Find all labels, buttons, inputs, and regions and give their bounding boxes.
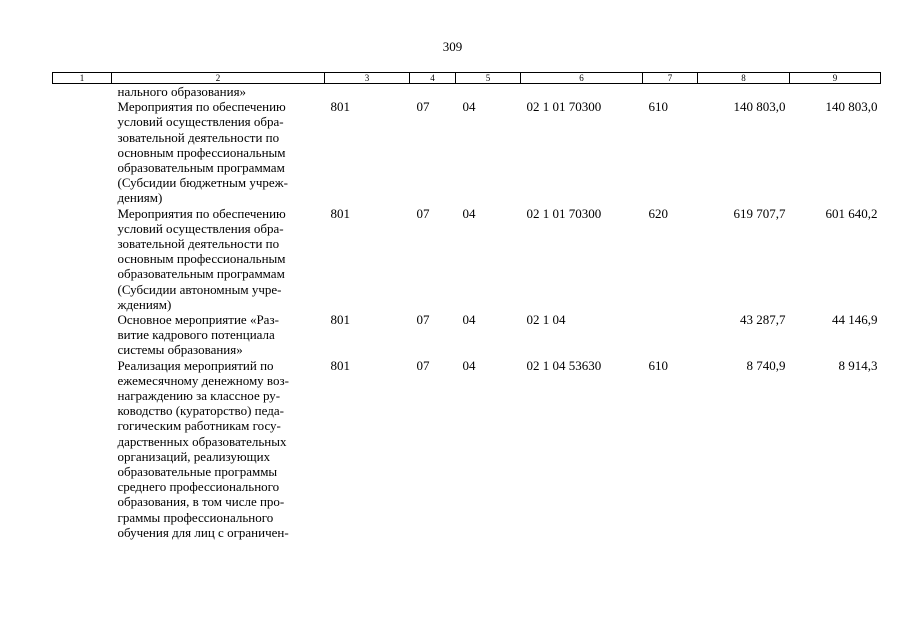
ved-code-cell: 801	[330, 99, 350, 115]
subsection-code-cell: 04	[462, 99, 476, 115]
expense-type-cell: 620	[648, 205, 668, 221]
item-name-line: гогическим работникам госу-	[117, 418, 281, 434]
item-name-line: награждению за классное ру-	[117, 388, 281, 404]
item-name-line: Основное мероприятие «Раз-	[117, 312, 279, 328]
amount-cell-2: 44 146,9	[832, 312, 878, 328]
subsection-code-cell: 04	[462, 357, 476, 373]
target-article-cell: 02 1 01 70300	[526, 99, 602, 115]
amount-cell-1: 8 740,9	[746, 357, 786, 373]
item-name-line: (Субсидии бюджетным учреж-	[117, 175, 288, 191]
expense-type-cell	[643, 84, 698, 100]
table-row	[53, 84, 881, 100]
table-row	[53, 99, 881, 205]
amount-cell-2: 8 914,3	[838, 357, 878, 373]
item-name-line: образовательным программам	[117, 160, 285, 176]
column-number-row	[53, 73, 881, 84]
column-header-5: 5	[456, 73, 521, 84]
target-article-cell: 02 1 04 53630	[526, 357, 602, 373]
budget-table	[52, 72, 881, 540]
table-row	[53, 206, 881, 312]
item-name-line: (Субсидии автономным учре-	[117, 281, 282, 297]
row-number-cell	[53, 358, 112, 540]
item-name-line: системы образования»	[117, 342, 243, 358]
amount-cell-1: 619 707,7	[733, 205, 786, 221]
item-name-line: обучения для лиц с ограничен-	[117, 524, 289, 540]
item-name-line: зовательной деятельности по	[117, 129, 280, 145]
target-article-cell: 02 1 04	[526, 312, 566, 328]
item-name-line: условий осуществления обра-	[117, 114, 284, 130]
item-name-line: Реализация мероприятий по	[117, 357, 274, 373]
section-code-cell	[410, 84, 456, 100]
item-name-line: образования, в том числе про-	[117, 494, 285, 510]
target-article-cell: 02 1 01 70300	[526, 205, 602, 221]
row-number-cell	[53, 99, 112, 205]
row-number-cell	[53, 312, 112, 358]
table-row	[53, 358, 881, 540]
section-code-cell: 07	[416, 312, 430, 328]
item-name-cell	[112, 206, 325, 312]
item-name-line: дарственных образовательных	[117, 433, 287, 449]
row-number-cell	[53, 84, 112, 100]
amount-cell-2: 601 640,2	[825, 205, 878, 221]
table-row	[53, 312, 881, 358]
item-name-line: организаций, реализующих	[117, 448, 271, 464]
item-name-line: граммы профессионального	[117, 509, 274, 525]
ved-code-cell: 801	[330, 312, 350, 328]
item-name-line: ководство (кураторство) педа-	[117, 403, 284, 419]
column-header-7: 7	[643, 73, 698, 84]
column-header-8: 8	[698, 73, 790, 84]
item-name-line: Мероприятия по обеспечению	[117, 99, 286, 115]
item-name-cell	[112, 358, 325, 540]
row-number-cell	[53, 206, 112, 312]
item-name-line: образовательные программы	[117, 464, 278, 480]
column-header-6: 6	[521, 73, 643, 84]
item-name-line: основным профессиональным	[117, 144, 286, 160]
item-name-cell	[112, 99, 325, 205]
item-name-line: дениям)	[117, 190, 163, 206]
column-header-3: 3	[325, 73, 410, 84]
item-name-line: образовательным программам	[117, 266, 285, 282]
amount-cell-2: 140 803,0	[825, 99, 878, 115]
ved-code-cell	[325, 84, 410, 100]
item-name-cell	[112, 84, 325, 100]
item-name-line: нального образования»	[117, 84, 247, 99]
expense-type-cell: 610	[648, 99, 668, 115]
item-name-cell	[112, 312, 325, 358]
section-code-cell: 07	[416, 99, 430, 115]
column-header-9: 9	[790, 73, 881, 84]
item-name-line: ежемесячному денежному воз-	[117, 372, 289, 388]
ved-code-cell: 801	[330, 357, 350, 373]
amount-cell-1: 140 803,0	[733, 99, 786, 115]
item-name-line: среднего профессионального	[117, 479, 280, 495]
item-name-line: основным профессиональным	[117, 251, 286, 267]
amount-cell-1: 43 287,7	[740, 312, 786, 328]
column-header-1: 1	[53, 73, 112, 84]
page-number: 309	[442, 39, 463, 54]
subsection-code-cell: 04	[462, 205, 476, 221]
expense-type-cell	[643, 312, 698, 358]
section-code-cell: 07	[416, 357, 430, 373]
column-header-4: 4	[410, 73, 456, 84]
target-article-cell	[521, 84, 643, 100]
item-name-line: витие кадрового потенциала	[117, 327, 275, 343]
subsection-code-cell	[456, 84, 521, 100]
item-name-line: Мероприятия по обеспечению	[117, 205, 286, 221]
item-name-line: ждениям)	[117, 296, 172, 312]
section-code-cell: 07	[416, 205, 430, 221]
amount-cell-2	[790, 84, 881, 100]
ved-code-cell: 801	[330, 205, 350, 221]
subsection-code-cell: 04	[462, 312, 476, 328]
column-header-2: 2	[112, 73, 325, 84]
expense-type-cell: 610	[648, 357, 668, 373]
item-name-line: зовательной деятельности по	[117, 236, 280, 252]
amount-cell-1	[698, 84, 790, 100]
item-name-line: условий осуществления обра-	[117, 220, 284, 236]
